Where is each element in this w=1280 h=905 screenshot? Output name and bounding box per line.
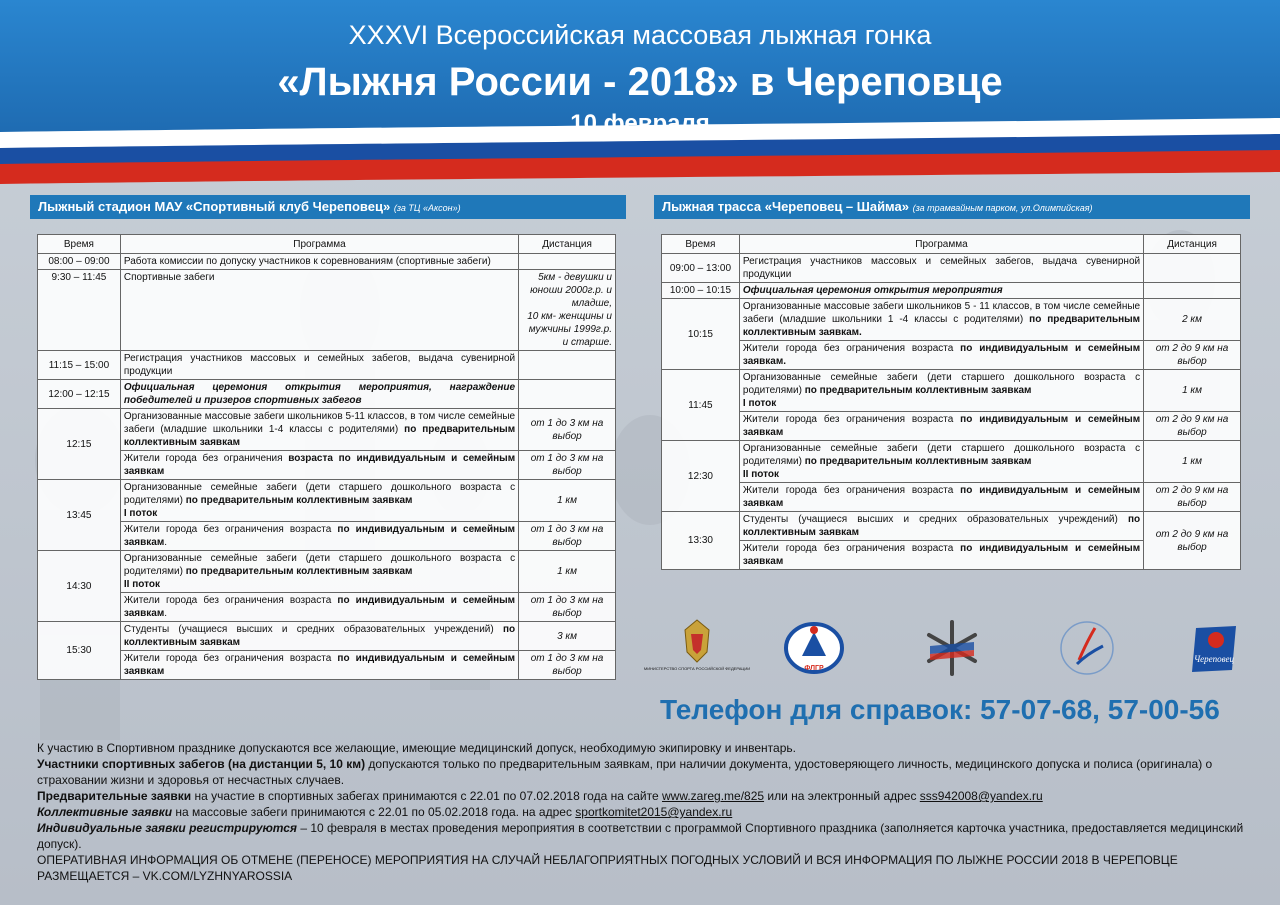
svg-text:ФЛГР: ФЛГР xyxy=(804,665,824,672)
table-row: 12:30 Организованные семейные забеги (дети старшего дошкольного возраста с родителями) по предварительным коллективным заявкам II поток 1 км xyxy=(662,441,1241,483)
table-row: 09:00 – 13:00 Регистрация участников массовых и семейных забегов, выдача сувенирной продукции xyxy=(662,254,1241,283)
right-venue-title: Лыжная трасса «Череповец – Шайма» (за трамвайным парком, ул.Олимпийская) xyxy=(654,195,1250,219)
table-row: Жители города без ограничения возраста по индивидуальным и семейным заявкам от 2 до 9 км на выбор xyxy=(662,483,1241,512)
flgr-logo-icon xyxy=(782,616,846,680)
left-schedule-table xyxy=(37,234,616,680)
table-row: 12:00 – 12:15 Официальная церемония открытия мероприятия, награждение победителей и призеров спортивных забегов xyxy=(38,380,616,409)
table-row: 13:45 Организованные семейные забеги (дети старшего дошкольного возраста с родителями) по предварительным коллективным заявкам I поток 1 км xyxy=(38,480,616,522)
table-row: 14:30 Организованные семейные забеги (дети старшего дошкольного возраста с родителями) по предварительным коллективным заявкам II поток 1 км xyxy=(38,551,616,593)
table-row: 13:30 Студенты (учащиеся высших и средних образовательных учреждений) по коллективным заявкам от 2 до 9 км на выбор xyxy=(662,512,1241,541)
svg-text:Череповец: Череповец xyxy=(1193,654,1235,664)
event-title: «Лыжня России - 2018» в Череповце xyxy=(277,60,1003,104)
zareg-link[interactable]: www.zareg.me/825 xyxy=(662,789,765,803)
table-row: 11:15 – 15:00 Регистрация участников массовых и семейных забегов, выдача сувенирной продукции xyxy=(38,351,616,380)
table-row: Жители города без ограничения возраста по индивидуальным и семейным заявкам. от 1 до 3 км на выбор xyxy=(38,522,616,551)
sponsor-logos xyxy=(643,616,1245,682)
table-row: Жители города без ограничения возраста по индивидуальным и семейным заявкам от 1 до 3 км на выбор xyxy=(38,651,616,680)
table-row: Жители города без ограничения возраста по индивидуальным и семейным заявкам. от 1 до 3 км на выбор xyxy=(38,593,616,622)
sportkomitet-email-link[interactable]: sportkomitet2015@yandex.ru xyxy=(575,805,733,819)
table-row: Жители города без ограничения возраста по индивидуальным и семейным заявкам от 1 до 3 км на выбор xyxy=(38,451,616,480)
svg-text:МИНИСТЕРСТВО СПОРТА РОССИЙСКОЙ: МИНИСТЕРСТВО СПОРТА РОССИЙСКОЙ ФЕДЕРАЦИИ xyxy=(643,666,751,671)
table-row: 9:30 – 11:45 Спортивные забеги 5км - девушки и юноши 2000г.р. и младше, 10 км- женщины и мужчины 1999г.р. и старше. xyxy=(38,270,616,351)
table-header-row: Время Программа Дистанция xyxy=(38,235,616,254)
table-row: 11:45 Организованные семейные забеги (дети старшего дошкольного возраста с родителями) по предварительным коллективным заявкам I поток 1 км xyxy=(662,370,1241,412)
table-row: 08:00 – 09:00 Работа комиссии по допуску участников к соревнованиям (спортивные забеги) xyxy=(38,254,616,270)
event-date: 10 февраля xyxy=(570,110,710,137)
table-row: 10:00 – 10:15 Официальная церемония открытия мероприятия xyxy=(662,283,1241,299)
event-subtitle: XXXVI Всероссийская массовая лыжная гонка xyxy=(348,20,932,50)
table-row: 15:30 Студенты (учащиеся высших и средних образовательных учреждений) по коллективным заявкам 3 км xyxy=(38,622,616,651)
phone-number: Телефон для справок: 57-07-68, 57-00-56 xyxy=(660,694,1220,725)
minsport-emblem-icon xyxy=(643,616,751,680)
cherepovets-logo-icon xyxy=(1182,616,1246,680)
footer-info: К участию в Спортивном празднике допускаются все желающие, имеющие медицинский допуск, необходимую экипировку и инвентарь. Участники спортивных забегов (на дистанции 5, 10 км) допускаются только по предварительным заявкам, при наличии документа, удостоверяющего личность, медицинского допуска и полиса (оригинала) о страховании жизни и здоровья от несчастных случаев. Предварительные заявки на участие в спортивных забегах принимаются с 22.01 по 07.02.2018 года на сайте www.zareg.me/825 или на электронный адрес sss942008@yandex.ru Коллективные заявки на массовые забеги принимаются с 22.01 по 05.02.2018 года. на адрес sportkomitet2015@yandex.ru Индивидуальные заявки регистрируются – 10 февраля в местах проведения мероприятия в соответствии с программой Спортивного праздника (заполняется карточка участника, предоставляется медицинский допуск). ОПЕРАТИВНАЯ ИНФОРМАЦИЯ ОБ ОТМЕНЕ (ПЕРЕНОСЕ) МЕРОПРИЯТИЯ НА СЛУЧАЙ НЕБЛАГОПРИЯТНЫХ ПОГОДНЫХ УСЛОВИЙ И ВСЯ ИНФОРМАЦИЯ ПО ЛЫЖНЕ РОССИИ 2018 В ЧЕРЕПОВЦЕ РАЗМЕЩАЕТСЯ – VK.COM/LYZHNYAROSSIA xyxy=(37,741,1244,883)
right-schedule-table xyxy=(661,234,1241,570)
left-venue-title: Лыжный стадион МАУ «Спортивный клуб Череповец» (за ТЦ «Аксон») xyxy=(30,195,626,219)
email-link[interactable]: sss942008@yandex.ru xyxy=(919,789,1043,803)
sport-committee-logo-icon xyxy=(1055,616,1119,680)
table-row: Жители города без ограничения возраста по индивидуальным и семейным заявкам от 2 до 9 км на выбор xyxy=(662,412,1241,441)
snowflake-logo-icon xyxy=(920,616,984,680)
table-row: Жители города без ограничения возраста по индивидуальным и семейным заявкам. от 2 до 9 км на выбор xyxy=(662,341,1241,370)
table-row: 10:15 Организованные массовые забеги школьников 5 - 11 классов, в том числе семейные забеги (младшие школьники 1 -4 классы с родителями) по предварительным коллективным заявкам. 2 км xyxy=(662,299,1241,341)
table-row: 12:15 Организованные массовые забеги школьников 5-11 классов, в том числе семейные забеги (младшие школьники 1-4 классы с родителями) по предварительным коллективным заявкам от 1 до 3 км на выбор xyxy=(38,409,616,451)
table-row: Жители города без ограничения возраста по индивидуальным и семейным заявкам xyxy=(662,541,1241,570)
table-header-row: Время Программа Дистанция xyxy=(662,235,1241,254)
